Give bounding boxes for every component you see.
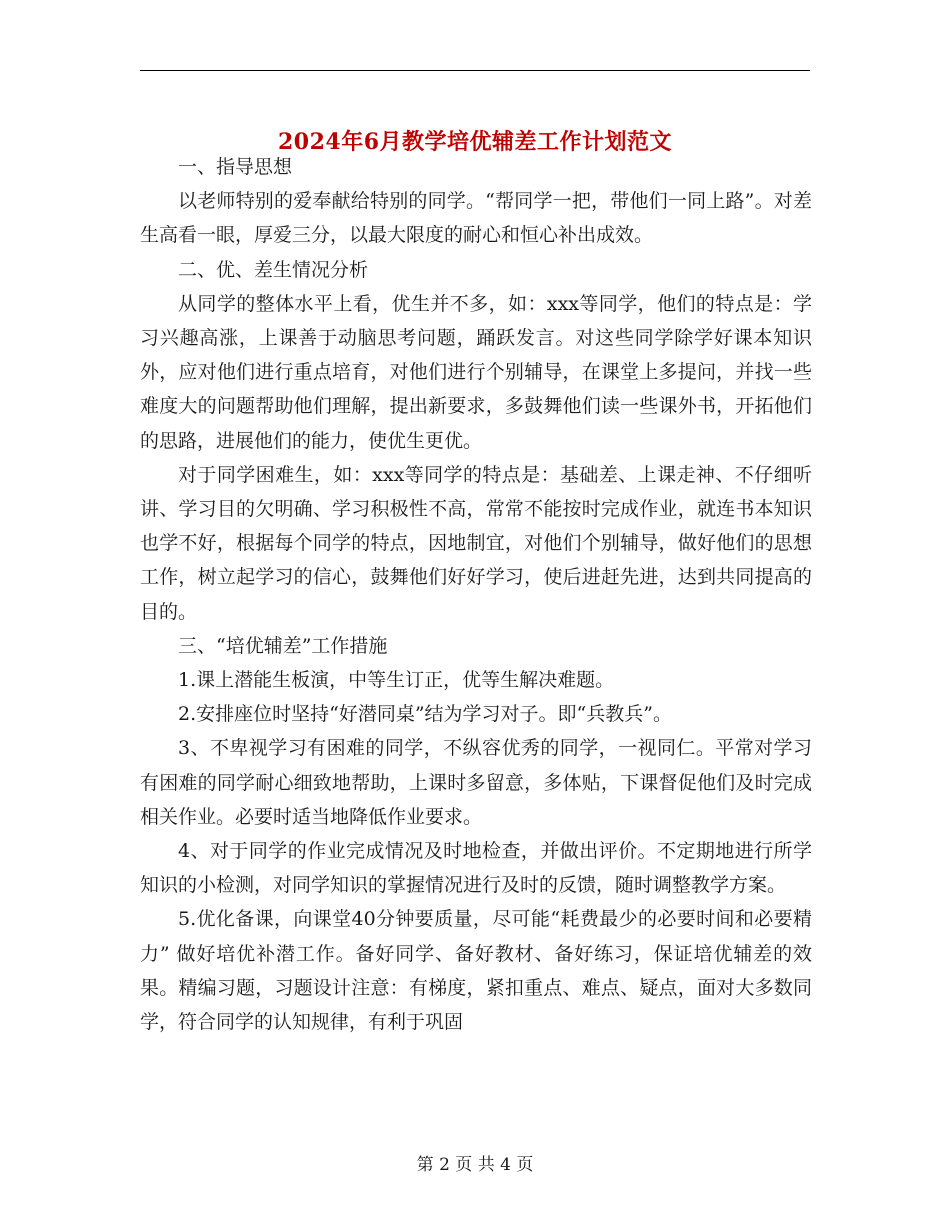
paragraph: 以老师特别的爱奉献给特别的同学。“帮同学一把，带他们一同上路”。对差生高看一眼，厚爱三分，以最大限度的耐心和恒心补出成效。 — [140, 190, 812, 247]
document-body — [140, 150, 812, 1039]
paragraph: 对于同学困难生，如：xxx等同学的特点是：基础差、上课走神、不仔细听讲、学习目的欠明确、学习积极性不高，常常不能按时完成作业，就连书本知识也学不好，根据每个同学的特点，因地制宜，对他们个别辅导，做好他们的思想工作，树立起学习的信心，鼓舞他们好好学习，使后进赶先进，达到共同提高的目的。 — [140, 463, 812, 623]
list-item: 1.课上潜能生板演，中等生订正，优等生解决难题。 — [178, 669, 615, 692]
section-heading: 三、“培优辅差”工作措施 — [178, 634, 388, 657]
paragraph: 从同学的整体水平上看，优生并不多，如：xxx等同学，他们的特点是：学习兴趣高涨，上课善于动脑思考问题，踊跃发言。对这些同学除学好课本知识外，应对他们进行重点培育，对他们进行个别辅导，在课堂上多提问，并找一些难度大的问题帮助他们理解，提出新要求，多鼓舞他们读一些课外书，开拓他们的思路，进展他们的能力，使优生更优。 — [140, 292, 812, 452]
page-footer: 第 2 页 共 4 页 — [416, 1155, 534, 1175]
list-item: 4、对于同学的作业完成情况及时地检查，并做出评价。不定期地进行所学知识的小检测，对同学知识的掌握情况进行及时的反馈，随时调整教学方案。 — [140, 840, 812, 897]
document-title: 2024年6月教学培优辅差工作计划范文 — [277, 128, 673, 155]
header-rule — [140, 70, 810, 71]
list-item: 5.优化备课，向课堂40分钟要质量，尽可能“耗费最少的必要时间和必要精力” 做好培优补潜工作。备好同学、备好教材、备好练习，保证培优辅差的效果。精编习题，习题设计注意：有梯度，紧扣重点、难点、疑点，面对大多数同学，符合同学的认知规律，有利于巩固 — [140, 908, 812, 1034]
section-heading: 一、指导思想 — [178, 156, 293, 178]
section-heading: 二、优、差生情况分析 — [178, 258, 369, 281]
list-item: 2.安排座位时坚持“好潜同桌”结为学习对子。即“兵教兵”。 — [178, 703, 672, 726]
list-item: 3、不卑视学习有困难的同学，不纵容优秀的同学，一视同仁。平常对学习有困难的同学耐心细致地帮助，上课时多留意，多体贴，下课督促他们及时完成相关作业。必要时适当地降低作业要求。 — [140, 737, 812, 828]
